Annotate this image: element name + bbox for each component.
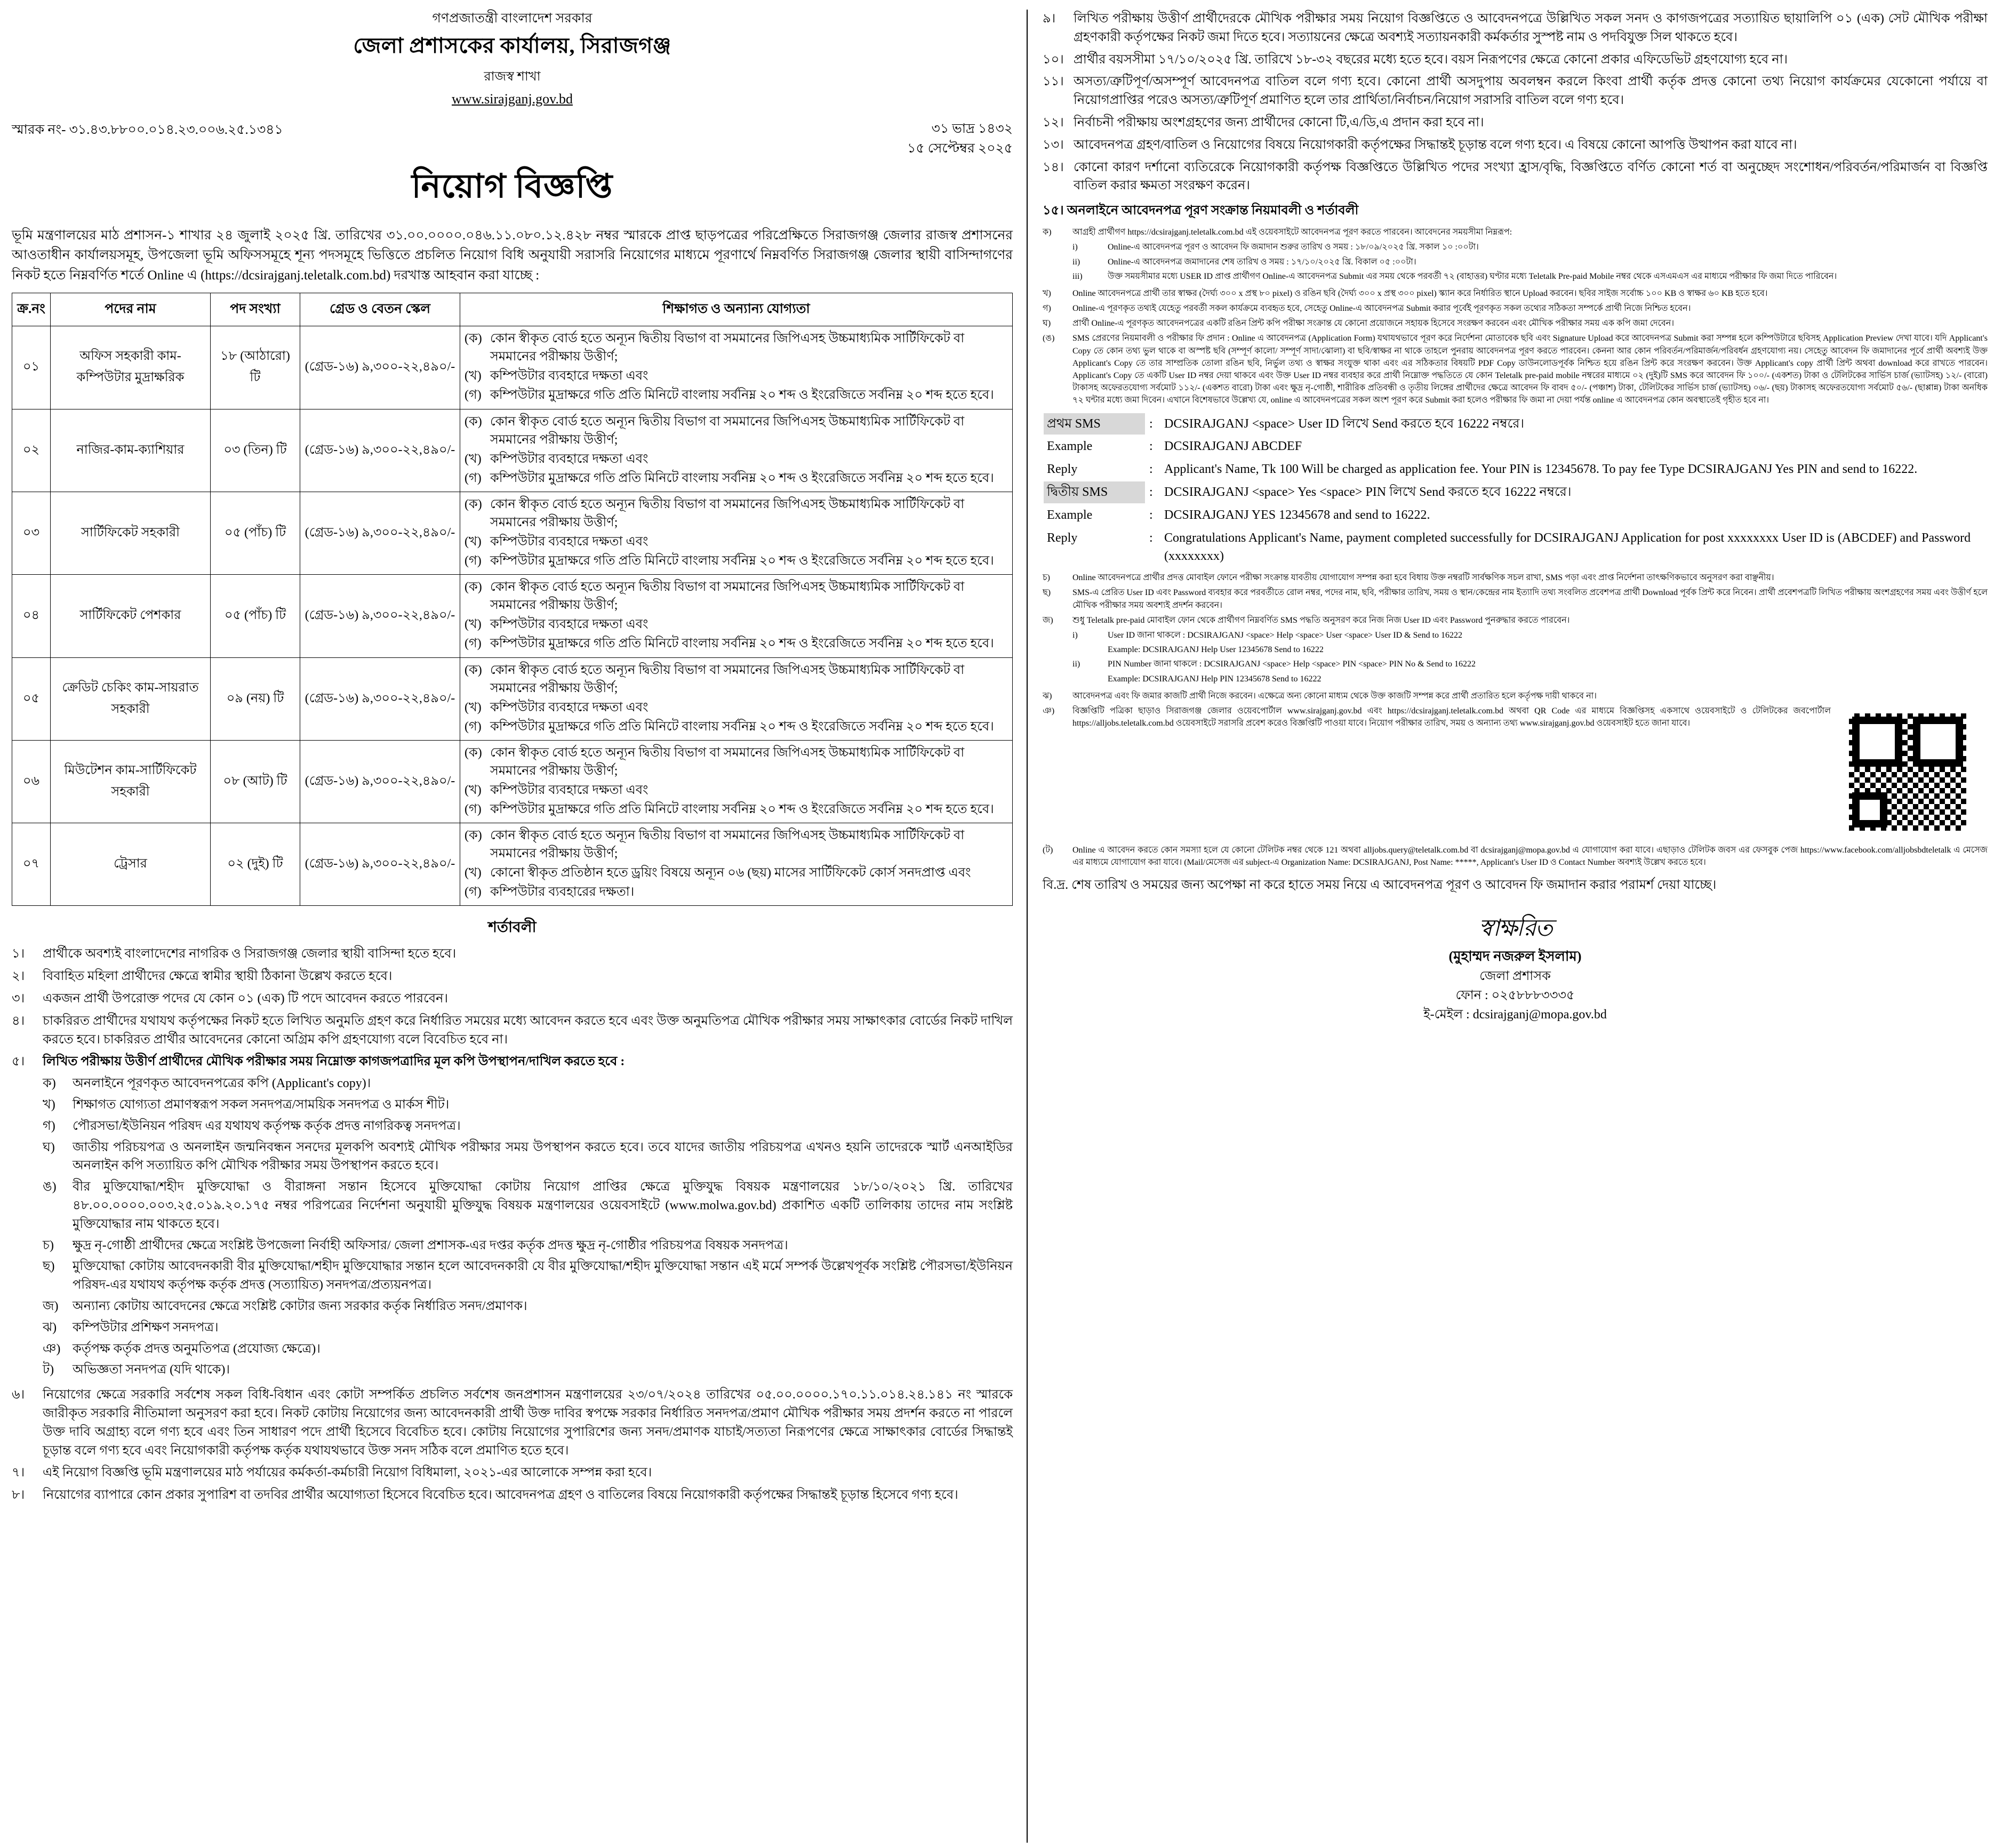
government-line: গণপ্রজাতন্ত্রী বাংলাদেশ সরকার xyxy=(432,11,592,26)
sub-list-item xyxy=(43,1096,1013,1114)
online-rules-heading: ১৫। অনলাইনে আবেদনপত্র পূরণ সংক্রান্ত নিয়মাবলী ও শর্তাবলী xyxy=(1043,204,1359,218)
sub-list-text: ক্ষুদ্র নৃ-গোষ্ঠী প্রার্থীদের ক্ষেত্রে সংশ্লিষ্ট উপজেলা নির্বাহী অফিসার/ জেলা প্রশাসক-এর দপ্তর কর্তৃক প্রদত্ত ক্ষুদ্র নৃ-গোষ্ঠীর পরিচয়পত্র বিষয়ক সনদপত্র। xyxy=(73,1238,788,1252)
condition-item xyxy=(12,1486,1013,1505)
qualification-item xyxy=(465,533,1008,551)
qualification-item xyxy=(465,386,1008,404)
list-text: নিয়োগের ব্যাপারে কোন প্রকার সুপারিশ বা তদবির প্রার্থীর অযোগ্যতা হিসেবে বিবেচিত হবে। আবেদনপত্র গ্রহণ ও বাতিলের বিষয়ে নিয়োগকারী কর্তৃপক্ষের সিদ্ধান্তই চূড়ান্ত হিসেবে গণ্য হবে। xyxy=(43,1488,958,1502)
online-rule-marker: (ঙ) xyxy=(1043,334,1055,343)
conditions-list xyxy=(12,945,1013,1505)
qualification-item xyxy=(465,578,1008,614)
sms-colon: : xyxy=(1149,508,1153,522)
cell-post-name: ট্রেসার xyxy=(51,823,211,906)
qualification-marker: (গ) xyxy=(465,388,482,403)
sms-colon: : xyxy=(1149,485,1153,499)
website-link[interactable]: www.sirajganj.gov.bd xyxy=(452,91,573,107)
list-marker: ৭। xyxy=(12,1466,25,1480)
table-row xyxy=(12,492,1013,574)
qualification-item xyxy=(465,744,1008,780)
qualification-item xyxy=(465,469,1008,487)
sub-list-text: শিক্ষাগত যোগ্যতা প্রমাণস্বরূপ সকল সনদপত্র/সাময়িক সনদপত্র ও মার্কস শীট। xyxy=(73,1098,450,1112)
list-marker: ১১। xyxy=(1043,75,1064,89)
signatory-email: ই-মেইল : dcsirajganj@mopa.gov.bd xyxy=(1423,1008,1607,1022)
online-rule-marker: জ) xyxy=(1043,615,1053,625)
cell-grade-scale: (গ্রেড-১৬) ৯,৩০০-২২,৪৯০/- xyxy=(300,575,460,657)
sub-list-text: অভিজ্ঞতা সনদপত্র (যদি থাকে)। xyxy=(73,1363,230,1377)
table-row xyxy=(12,740,1013,823)
sub-list-text: পৌরসভা/ইউনিয়ন পরিষদ এর যথাযথ কর্তৃপক্ষ কর্তৃক প্রদত্ত নাগরিকত্ব সনদপত্র। xyxy=(73,1119,461,1133)
online-rule-item xyxy=(1043,332,1988,406)
qualification-text: কম্পিউটার ব্যবহারে দক্ষতা এবং xyxy=(490,700,648,714)
online-rule-sub-item xyxy=(1072,673,1569,685)
table-row xyxy=(12,657,1013,740)
th-qualification: শিক্ষাগত ও অন্যান্য যোগ্যতা xyxy=(460,293,1013,326)
sub-list-item xyxy=(43,1361,1013,1379)
sub-list-text: অন্যান্য কোটায় আবেদনের ক্ষেত্রে সংশ্লিষ্ট কোটার জন্য সরকার কর্তৃক নির্ধারিত সনদ/প্রমাণক। xyxy=(73,1299,527,1313)
sms-colon: : xyxy=(1149,462,1153,477)
table-row xyxy=(12,823,1013,906)
qualification-item xyxy=(465,781,1008,799)
sms-row xyxy=(1044,504,1987,526)
cell-post-name: অফিস সহকারী কাম-কম্পিউটার মুদ্রাক্ষরিক xyxy=(51,326,211,409)
qualification-item xyxy=(465,552,1008,570)
sms-row xyxy=(1044,527,1987,568)
qualification-marker: (ক) xyxy=(465,414,482,429)
list-text: বিবাহিত মহিলা প্রার্থীদের ক্ষেত্রে স্বামীর স্থায়ী ঠিকানা উল্লেখ করতে হবে। xyxy=(43,969,393,984)
condition-item xyxy=(12,1464,1013,1482)
sub-list-item xyxy=(43,1138,1013,1176)
sms-label: Reply xyxy=(1047,462,1078,477)
condition-item xyxy=(12,945,1013,963)
qualification-marker: (ক) xyxy=(465,829,482,843)
sms-row xyxy=(1044,436,1987,457)
online-rule-text: Online আবেদনপত্রে প্রার্থীর প্রদত্ত মোবাইল ফোনে পরীক্ষা সংক্রান্ত যাবতীয় যোগাযোগ সম্পন্ন করা হবে বিধায় উক্ত নম্বরটি সার্বক্ষণিক সচল রাখা, SMS পড়া এবং প্রাপ্ত নির্দেশনা তাৎক্ষণিকভাবে অনুসরণ করা বাঞ্ছনীয়। xyxy=(1072,573,1774,583)
online-rule-sub-marker: i) xyxy=(1072,630,1078,640)
list-text: এই নিয়োগ বিজ্ঞপ্তি ভূমি মন্ত্রণালয়ের মাঠ পর্যায়ের কর্মকর্তা-কর্মচারী নিয়োগ বিধিমালা, ২০২১-এর আলোকে সম্পন্ন করা হবে। xyxy=(43,1466,652,1480)
sub-list-marker: ঞ) xyxy=(43,1341,61,1356)
list-marker: ৯। xyxy=(1043,12,1056,26)
sms-instructions-table xyxy=(1043,412,1988,569)
memo-date xyxy=(907,119,1013,159)
online-rule-marker: ঝ) xyxy=(1043,691,1052,701)
list-text: লিখিত পরীক্ষায় উত্তীর্ণ প্রার্থীদের মৌখিক পরীক্ষার সময় নিম্নোক্ত কাগজপত্রাদির মূল কপি উপস্থাপন/দাখিল করতে হবে : ক) অনলাইনে পূরণকৃত আবেদনপত্রের কপি (Applicant's copy)। খ) শিক্ষাগত যোগ্যতা প্রমাণস্বরূপ সকল সনদপত্র/সাময়িক সনদপত্র ও মার্কস শীট। গ) পৌরসভা/ইউনিয়ন পরিষদ এর যথাযথ কর্তৃপক্ষ কর্তৃক প্রদত্ত নাগরিকত্ব সনদপত্র। ঘ) জাতীয় পরিচয়পত্র ও অনলাইন জন্মনিবন্ধন সনদের মূলকপি অবশ্যই মৌখিক পরীক্ষার সময় উপস্থাপন করতে হবে। তবে যাদের জাতীয় পরিচয়পত্র এখনও হয়নি তাদেরকে স্মার্ট এনআইডির অনলাইন কপি সত্যায়িত কপি মৌখিক পরীক্ষার সময় উপস্থাপন করতে হবে। ঙ) বীর মুক্তিযোদ্ধা/শহীদ মুক্তিযোদ্ধা ও বীরাঙ্গনা সন্তান হিসেবে মুক্তিযোদ্ধা কোটায় নিয়োগ প্রাপ্তির ক্ষেত্রে মুক্তিযুদ্ধ বিষয়ক মন্ত্রণালয়ের ১৮/১০/২০২১ খ্রি. তারিখের ৪৮.০০.০০০০.০০৩.২৫.০১৯.২০.১৭৫ নম্বর পরিপত্রের নির্দেশনা অনুযায়ী মুক্তিযুদ্ধ বিষয়ক মন্ত্রণালয়ের ওয়েবসাইটে (www.molwa.gov.bd) প্রকাশিত একটি তালিকায় তাদের নাম সংশ্লিষ্ট মুক্তিযোদ্ধার নাম থাকতে হবে। চ) ক্ষুদ্র নৃ-গোষ্ঠী প্রার্থীদের ক্ষেত্রে সংশ্লিষ্ট উপজেলা নির্বাহী অফিসার/ জেলা প্রশাসক-এর দপ্তর কর্তৃক প্রদত্ত ক্ষুদ্র নৃ-গোষ্ঠীর পরিচয়পত্র বিষয়ক সনদপত্র। ছ) মুক্তিযোদ্ধা কোটায় আবেদনকারী বীর মুক্তিযোদ্ধা/শহীদ মুক্তিযোদ্ধার সন্তান হলে আবেদনকারী যে বীর মুক্তিযোদ্ধা/শহীদ মুক্তিযোদ্ধা সন্তান এই মর্মে সম্পর্ক উল্লেখপূর্বক সংশ্লিষ্ট পৌরসভা/ইউনিয়ন পরিষদ-এর যথাযথ কর্তৃপক্ষ কর্তৃক প্রদত্ত (সত্যায়িত) সনদপত্র/প্রত্যয়নপত্র। জ) অন্যান্য কোটায় আবেদনের ক্ষেত্রে সংশ্লিষ্ট কোটার জন্য সরকার কর্তৃক নির্ধারিত সনদ/প্রমাণক। ঝ) কম্পিউটার প্রশিক্ষণ সনদপত্র। ঞ) কর্তৃপক্ষ কর্তৃক প্রদত্ত অনুমতিপত্র (প্রযোজ্য ক্ষেত্রে)। ট) অভিজ্ঞতা সনদপত্র (যদি থাকে)। xyxy=(43,1052,1013,1382)
cell-post-name: সার্টিফিকেট পেশকার xyxy=(51,575,211,657)
online-rule-marker: চ) xyxy=(1043,573,1050,583)
qualification-text: কোন স্বীকৃত বোর্ড হতে অন্যূন দ্বিতীয় বিভাগ বা সমমানের জিপিএসহ উচ্চমাধ্যমিক সার্টিফিকেট বা সমমানের পরীক্ষায় উত্তীর্ণ; xyxy=(490,414,965,447)
sms-label: Example xyxy=(1047,508,1093,522)
jobs-table xyxy=(12,293,1013,906)
qualification-text: কম্পিউটার মুদ্রাক্ষরে গতি প্রতি মিনিটে বাংলায় সর্বনিম্ন ২০ শব্দ ও ইংরেজিতে সর্বনিম্ন ২০ শব্দ হতে হবে। xyxy=(490,471,994,485)
qualification-item xyxy=(465,698,1008,717)
table-row xyxy=(12,409,1013,492)
sms-value: Congratulations Applicant's Name, payment completed successfully for DCSIRAJGANJ Application for post xxxxxxxx User ID is (ABCDEF) and Password (xxxxxxxx) xyxy=(1164,531,1971,564)
sub-list-marker: ঝ) xyxy=(43,1320,57,1335)
date-english: ১৫ সেপ্টেম্বর ২০২৫ xyxy=(907,141,1013,156)
condition-item xyxy=(12,990,1013,1008)
online-rule-text: আবেদনপত্র এবং ফি জমার কাজটি প্রার্থী নিজে করবেন। এক্ষেত্রে অন্য কোনো মাধ্যম থেকে উক্ত কাজটি সম্পন্ন করে প্রার্থী প্রতারিত হলে কর্তৃপক্ষ দায়ী থাকবে না। xyxy=(1072,691,1597,701)
list-text: নিয়োগের ক্ষেত্রে সরকারি সর্বশেষ সকল বিধি-বিধান এবং কোটা সম্পর্কিত প্রচলিত সর্বশেষ জনপ্রশাসন মন্ত্রণালয়ের ২৩/০৭/২০২৪ তারিখের ০৫.০০.০০০০.১৭০.১১.০১৪.২৪.১৪১ নং স্মারকে জারীকৃত সরকারি নীতিমালা অনুসরণ করা হবে। নিকট কোটায় নিয়োগের জন্য আবেদনকারী প্রার্থী উক্ত দাবির স্বপক্ষে সরকার নির্ধারিত সনদপত্র/প্রমাণ মৌখিক পরীক্ষার সময় প্রদর্শন করতে না পারলে উক্ত দাবি অগ্রাহ্য বলে গণ্য হবে এবং তিন সাধারণ পদে প্রার্থী হিসেবে বিবেচিত হবে। কোটায় নিয়োগের সুপারিশের জন্য সনদ/প্রমাণক যাচাই/সত্যতা নিরূপণের ক্ষেত্রে সাক্ষাৎকার বোর্ডের সিদ্ধান্তই চূড়ান্ত বলে গণ্য হবে এবং নিয়োগকারী কর্তৃপক্ষ কর্তৃক যথাযথভাবে উক্ত সনদ সঠিক বলে প্রমাণিত হতে হবে। xyxy=(43,1388,1013,1458)
signatory-designation: জেলা প্রশাসক xyxy=(1479,969,1551,984)
signature-mark: স্বাক্ষরিত xyxy=(1478,915,1552,942)
online-rule-sub-text: উক্ত সময়সীমার মধ্যে USER ID প্রাপ্ত প্রার্থীগণ Online-এ আবেদনপত্র Submit এর সময় থেকে পরবর্তী ৭২ (বাহাত্তর) ঘণ্টার মধ্যে Teletalk Pre-paid Mobile নম্বর থেকে এসএমএস এর মাধ্যমে পরীক্ষার ফি জমা দিতে পারিবেন। xyxy=(1108,271,1837,281)
qualification-item xyxy=(465,615,1008,633)
online-rule-marker: (ট) xyxy=(1043,845,1053,855)
online-rule-sub-marker: ii) xyxy=(1072,660,1080,669)
qualification-text: কম্পিউটার মুদ্রাক্ষরে গতি প্রতি মিনিটে বাংলায় সর্বনিম্ন ২০ শব্দ ও ইংরেজিতে সর্বনিম্ন ২০ শব্দ হতে হবে। xyxy=(490,388,994,403)
qualification-text: কম্পিউটার মুদ্রাক্ষরে গতি প্রতি মিনিটে বাংলায় সর্বনিম্ন ২০ শব্দ ও ইংরেজিতে সর্বনিম্ন ২০ শব্দ হতে হবে। xyxy=(490,554,994,568)
sub-list xyxy=(43,1074,1013,1379)
signatory-phone: ফোন : ০২৫৮৮৮৩৩৩৫ xyxy=(1455,989,1575,1003)
table-row xyxy=(12,575,1013,657)
online-rule-text: আগ্রহী প্রার্থীগণ https://dcsirajganj.teletalk.com.bd এই ওয়েবসাইটে আবেদনপত্র পূরণ করতে পারবেন। আবেদনের সময়সীমা নিম্নরূপ: i) Online-এ আবেদনপত্র পূরণ ও আবেদন ফি জমাদান শুরুর তারিখ ও সময় : ১৮/০৯/২০২৫ খ্রি. সকাল ১০ :০০টা। ii) Online-এ আবেদনপত্র জমাদানের শেষ তারিখ ও সময় : ১৭/১০/২০২৫ খ্রি. বিকাল ০৫ :০০টা। iii) উক্ত সময়সীমার মধ্যে USER ID প্রাপ্ত প্রার্থীগণ Online-এ আবেদনপত্র Submit এর সময় থেকে পরবর্তী ৭২ (বাহাত্তর) ঘণ্টার মধ্যে Teletalk Pre-paid Mobile নম্বর থেকে এসএমএস এর মাধ্যমে পরীক্ষার ফি জমা দিতে পারিবেন। xyxy=(1072,226,1837,285)
online-rule-sub-item xyxy=(1072,658,1569,670)
cell-post-name: মিউটেশন কাম-সার্টিফিকেট সহকারী xyxy=(51,740,211,823)
sms-value: DCSIRAJGANJ YES 12345678 and send to 16222. xyxy=(1164,508,1430,522)
condition-item xyxy=(12,1386,1013,1460)
online-rule-marker: খ) xyxy=(1043,288,1051,298)
cell-qualification xyxy=(460,409,1013,492)
qualification-item xyxy=(465,367,1008,385)
cell-qualification xyxy=(460,492,1013,574)
sub-list-text: বীর মুক্তিযোদ্ধা/শহীদ মুক্তিযোদ্ধা ও বীরাঙ্গনা সন্তান হিসেবে মুক্তিযোদ্ধা কোটায় নিয়োগ প্রাপ্তির ক্ষেত্রে মুক্তিযুদ্ধ বিষয়ক মন্ত্রণালয়ের ১৮/১০/২০২১ খ্রি. তারিখের ৪৮.০০.০০০০.০০৩.২৫.০১৯.২০.১৭৫ নম্বর পরিপত্রের নির্দেশনা অনুযায়ী মুক্তিযুদ্ধ বিষয়ক মন্ত্রণালয়ের ওয়েবসাইটে (www.molwa.gov.bd) প্রকাশিত একটি তালিকায় তাদের নাম সংশ্লিষ্ট মুক্তিযোদ্ধার নাম থাকতে হবে। xyxy=(73,1180,1013,1231)
sub-list-marker: জ) xyxy=(43,1299,59,1313)
list-text: কোনো কারণ দর্শানো ব্যতিরেকে নিয়োগকারী কর্তৃপক্ষ বিজ্ঞপ্তিতে উল্লিখিত পদের সংখ্যা হ্রাস/বৃদ্ধি, বিজ্ঞপ্তিতে বর্ণিত কোনো শর্ত বা অনুচ্ছেদ সংশোধন/পরিবর্তন/পরিমার্জন বা বিজ্ঞপ্তি বাতিল করার ক্ষমতা সংরক্ষণ করেন। xyxy=(1074,160,1988,193)
online-rule-text: Online এ আবেদন করতে কোন সমস্যা হলে যে কোনো টেলিটক নম্বর থেকে 121 অথবা alljobs.query@teletalk.com.bd বা dcsirajganj@mopa.gov.bd এ যোগাযোগ করা যাবে। এছাড়াও টেলিটক জবস এর ফেসবুক পেজ https://www.facebook.com/alljobsbdteletalk এ মেসেজ এর মাধ্যমে যোগাযোগ করা যাবে। (Mail/মেসেজ এর subject-এ Organization Name: DCSIRAJGANJ, Post Name: *****, Applicant's User ID ও Contact Number অবশ্যই উল্লেখ করতে হবে। xyxy=(1072,845,1988,867)
sub-list-marker: ছ) xyxy=(43,1259,55,1274)
right-condition-item xyxy=(1043,51,1988,69)
sub-list-text: অনলাইনে পূরণকৃত আবেদনপত্রের কপি (Applicant's copy)। xyxy=(73,1076,371,1091)
cell-post-count: ১৮ (আঠারো) টি xyxy=(211,326,300,409)
online-rule-sub-text: Example: DCSIRAJGANJ Help PIN 12345678 Send to 16222 xyxy=(1108,674,1322,684)
qualification-marker: (ক) xyxy=(465,663,482,677)
qualification-marker: (গ) xyxy=(465,719,482,734)
qualification-text: কোন স্বীকৃত বোর্ড হতে অন্যূন দ্বিতীয় বিভাগ বা সমমানের জিপিএসহ উচ্চমাধ্যমিক সার্টিফিকেট বা সমমানের পরীক্ষায় উত্তীর্ণ; xyxy=(490,580,965,613)
qualification-marker: (ক) xyxy=(465,745,482,760)
online-rule-sub-marker: iii) xyxy=(1072,271,1083,281)
sub-list-marker: খ) xyxy=(43,1098,55,1112)
qualification-marker: (খ) xyxy=(465,369,482,383)
qualification-text: কোন স্বীকৃত বোর্ড হতে অন্যূন দ্বিতীয় বিভাগ বা সমমানের জিপিএসহ উচ্চমাধ্যমিক সার্টিফিকেট বা সমমানের পরীক্ষায় উত্তীর্ণ; xyxy=(490,497,965,529)
final-note: বি.দ্র. শেষ তারিখ ও সময়ের জন্য অপেক্ষা না করে হাতে সময় নিয়ে এ আবেদনপত্র পূরণ ও আবেদন ফি জমাদান করার পরামর্শ দেয়া যাচ্ছে। xyxy=(1043,878,1717,893)
th-serial: ক্র.নং xyxy=(12,293,51,326)
right-condition-item xyxy=(1043,73,1988,110)
condition-item xyxy=(12,1052,1013,1382)
qualification-text: কম্পিউটার ব্যবহারের দক্ষতা। xyxy=(490,885,635,899)
cell-qualification xyxy=(460,657,1013,740)
list-marker: ১০। xyxy=(1043,52,1064,67)
qualification-text: কোন স্বীকৃত বোর্ড হতে অন্যূন দ্বিতীয় বিভাগ বা সমমানের জিপিএসহ উচ্চমাধ্যমিক সার্টিফিকেট বা সমমানের পরীক্ষায় উত্তীর্ণ; xyxy=(490,829,965,861)
condition-item xyxy=(12,967,1013,986)
memo-number: স্মারক নং- ৩১.৪৩.৮৮০০.০১৪.২৩.০০৬.২৫.১৩৪১ xyxy=(12,122,283,137)
sms-label: Reply xyxy=(1047,531,1078,545)
qualification-marker: (গ) xyxy=(465,554,482,568)
qualification-marker: (গ) xyxy=(465,885,482,899)
cell-qualification xyxy=(460,740,1013,823)
qualification-item xyxy=(465,864,1008,882)
right-condition-item xyxy=(1043,158,1988,196)
cell-post-count: ০৮ (আট) টি xyxy=(211,740,300,823)
online-rules-list-continued xyxy=(1043,572,1988,869)
sub-list-marker: ঙ) xyxy=(43,1180,57,1194)
sms-row xyxy=(1044,459,1987,480)
cell-serial: ০৪ xyxy=(12,575,51,657)
sms-value: Applicant's Name, Tk 100 Will be charged as application fee. Your PIN is 12345678. To pay fee Type DCSIRAJGANJ Yes PIN and send to 16222. xyxy=(1164,462,1918,477)
th-count: পদ সংখ্যা xyxy=(211,293,300,326)
right-column xyxy=(1028,10,1988,1843)
sms-label: Example xyxy=(1047,439,1093,454)
list-marker: ৫। xyxy=(12,1055,25,1069)
sms-colon: : xyxy=(1149,416,1153,431)
cell-post-count: ০৫ (পাঁচ) টি xyxy=(211,575,300,657)
qualification-text: কম্পিউটার ব্যবহারে দক্ষতা এবং xyxy=(490,452,648,466)
qualification-item xyxy=(465,718,1008,736)
online-rule-text: বিজ্ঞপ্তিটি পত্রিকা ছাড়াও সিরাজগঞ্জ জেলার ওয়েবপোর্টাল www.sirajganj.gov.bd এবং https://dcsirajganj.teletalk.com.bd অথবা QR Code এর মাধ্যমে বিজ্ঞপ্তিসহ একসাথে ওয়েবসাইটে ও টেলিটকের জবপোর্টাল https://alljobs.teletalk.com.bd ওয়েবসাইটে সরাসরি প্রবেশ করেও বিজ্ঞপ্তিটি পাওয়া যাবে। নিয়োগ পরীক্ষার তারিখ, সময় ও অন্যান্য তথ্য www.sirajganj.gov.bd ওয়েবসাইট হতে জানা যাবে। xyxy=(1072,705,1988,841)
table-row xyxy=(12,326,1013,409)
right-condition-item xyxy=(1043,114,1988,132)
qualification-marker: (গ) xyxy=(465,637,482,651)
online-rule-sub-list xyxy=(1072,241,1837,283)
qualification-marker: (খ) xyxy=(465,866,482,880)
qualification-marker: (গ) xyxy=(465,471,482,485)
online-rule-sub-marker: i) xyxy=(1072,243,1078,252)
cell-serial: ০১ xyxy=(12,326,51,409)
list-text: একজন প্রার্থী উপরোক্ত পদের যে কোন ০১ (এক) টি পদে আবেদন করতে পারবেন। xyxy=(43,992,448,1006)
cell-qualification xyxy=(460,823,1013,906)
qualification-marker: (ক) xyxy=(465,332,482,346)
memo-row xyxy=(12,119,1013,159)
list-marker: ৪। xyxy=(12,1014,25,1028)
sub-list-item xyxy=(43,1117,1013,1136)
list-text: লিখিত পরীক্ষায় উত্তীর্ণ প্রার্থীদেরকে মৌখিক পরীক্ষার সময় নিয়োগ বিজ্ঞপ্তিতে ও আবেদনপত্রে উল্লিখিত সকল সনদ ও কাগজপত্রের সত্যায়িত ছায়ালিপি ০১ (এক) সেট মৌখিক পরীক্ষা গ্রহণকারী কর্তৃপক্ষের নিকট জমা দিতে হবে। সত্যায়নের ক্ষেত্রে অবশ্যই সত্যায়নকারী কর্মকর্তার সুস্পষ্ট নাম ও পদবিযুক্ত সিল থাকতে হবে। xyxy=(1074,12,1988,44)
qualification-text: কম্পিউটার মুদ্রাক্ষরে গতি প্রতি মিনিটে বাংলায় সর্বনিম্ন ২০ শব্দ ও ইংরেজিতে সর্বনিম্ন ২০ শব্দ হতে হবে। xyxy=(490,802,994,817)
qualification-marker: (খ) xyxy=(465,452,482,466)
list-marker: ১৪। xyxy=(1043,160,1064,174)
online-rule-sub-text: User ID জানা থাকলে : DCSIRAJGANJ <space> Help <space> User <space> User ID & Send to 16222 xyxy=(1108,630,1463,640)
sms-value: DCSIRAJGANJ <space> Yes <space> PIN লিখে Send করতে হবে 16222 নম্বরে। xyxy=(1164,485,1572,499)
qualification-marker: (খ) xyxy=(465,783,482,797)
cell-serial: ০২ xyxy=(12,409,51,492)
sub-list-marker: চ) xyxy=(43,1238,54,1252)
signatory-name: (মুহাম্মদ নজরুল ইসলাম) xyxy=(1448,949,1582,965)
cell-grade-scale: (গ্রেড-১৬) ৯,৩০০-২২,৪৯০/- xyxy=(300,740,460,823)
qualification-item xyxy=(465,634,1008,653)
sub-list-item xyxy=(43,1319,1013,1337)
sub-list-item xyxy=(43,1340,1013,1359)
online-rule-item xyxy=(1043,317,1988,330)
sub-list-item xyxy=(43,1297,1013,1316)
cell-grade-scale: (গ্রেড-১৬) ৯,৩০০-২২,৪৯০/- xyxy=(300,657,460,740)
cell-post-count: ০২ (দুই) টি xyxy=(211,823,300,906)
right-condition-item xyxy=(1043,10,1988,47)
online-rule-text: SMS প্রেরণের নিয়মাবলী ও পরীক্ষার ফি প্রদান : Online এ আবেদনপত্র (Application Form) যথাযথভাবে পূরণ করে নির্দেশনা মোতাবেক ছবি এবং Signature Upload করে আবেদনপত্র Submit করা সম্পন্ন হলে কম্পিউটারে ছবিসহ Application Preview দেখা যাবে। যদি Applicant's Copy তে কোন তথ্য ভুল থাকে বা অস্পষ্ট ছবি (সম্পূর্ণ কালো/ সম্পূর্ণ সাদা/ঝোলা) বা ছবি/স্বাক্ষর না থাকে তাহলে পুনরায় আবেদনপত্র পূরণ করতে পারবেন। কেননা আর কোন পরিবর্তন/পরিমার্জন/পরিবর্ধন গ্রহণযোগ্য নয়। সেহেতু আবেদন ফি জমাদানের পূর্বে প্রার্থী অবশ্যই উক্ত Applicant's Copy তে তার সাম্প্রতিক তোলা রঙিন ছবি, নির্ভুল তথ্য ও স্বাক্ষর সংযুক্ত থাকা এবং এর সঠিকতার বিষয়টি PDF Copy ডাউনলোডপূর্বক নিশ্চিত হয়ে রঙিন প্রিন্ট করে সংরক্ষণ করবেন। উক্ত Applicant's copy প্রার্থী প্রিন্ট অথবা download করে রাখতে পারবেন। Applicant's Copy তে একটি User ID নম্বর দেয়া থাকবে এবং উক্ত User ID নম্বর ব্যবহার করে প্রার্থী নিম্নোক্ত পদ্ধতিতে যে কোন Teletalk pre-paid mobile নম্বরের মাধ্যমে ০২ (দুই)টি SMS করে আবেদন ফি ১০০/- (একশত) টাকা ও টেলিটকের সার্ভিস চার্জ (ভ্যাটসহ) ১২/- (বারো) টাকাসহ অফেরতযোগ্য সর্বমোট ১১২/- (একশত বারো) টাকা এবং ক্ষুদ্র নৃ-গোষ্ঠী, শারীরিক প্রতিবন্ধী ও তৃতীয় লিঙ্গের প্রার্থীদের ক্ষেত্রে আবেদন ফি বাবদ ৫০/- (পঞ্চাশ) টাকা, টেলিটকের সার্ভিস চার্জ (ভ্যাটসহ) ০৬/- (ছয়) টাকাসহ অফেরতযোগ্য সর্বমোট ৫৬/- (ছাপ্পান্ন) টাকা অনধিক ৭২ ঘন্টার মধ্যে জমা দিবেন। এখানে বিশেষভাবে উল্লেখ্য যে, online এ আবেদনপত্রের সকল অংশ পূরণ করে Submit করা হলেও পরীক্ষার ফি জমা না দেয়া পর্যন্ত online এ আবেদনপত্র কোন অবস্থাতেই গৃহীত হবে না। xyxy=(1072,334,1988,405)
cell-qualification xyxy=(460,575,1013,657)
sub-list-marker: গ) xyxy=(43,1119,55,1133)
table-header-row xyxy=(12,293,1013,326)
qualification-marker: (গ) xyxy=(465,802,482,817)
left-column xyxy=(12,10,1028,1843)
date-bangla: ৩১ ভাদ্র ১৪৩২ xyxy=(931,121,1013,136)
sms-value: DCSIRAJGANJ ABCDEF xyxy=(1164,439,1302,454)
online-rule-sub-item xyxy=(1072,256,1837,268)
list-text: প্রার্থীর বয়সসীমা ১৭/১০/২০২৫ খ্রি. তারিখে ১৮-৩২ বছরের মধ্যে হতে হবে। বয়স নিরূপণের ক্ষেত্রে কোনো প্রকার এফিডেভিট গ্রহণযোগ্য হবে না। xyxy=(1074,52,1788,67)
qualification-item xyxy=(465,330,1008,366)
list-text: আবেদনপত্র গ্রহণ/বাতিল ও নিয়োগের বিষয়ে নিয়োগকারী কর্তৃপক্ষের সিদ্ধান্তই চূড়ান্ত বলে গণ্য হবে। এ বিষয়ে কোনো আপত্তি উত্থাপন করা যাবে না। xyxy=(1074,138,1797,152)
qualification-text: কোন স্বীকৃত বোর্ড হতে অন্যূন দ্বিতীয় বিভাগ বা সমমানের জিপিএসহ উচ্চমাধ্যমিক সার্টিফিকেট বা সমমানের পরীক্ষায় উত্তীর্ণ; xyxy=(490,745,965,778)
cell-post-name: সার্টিফিকেট সহকারী xyxy=(51,492,211,574)
list-marker: ৮। xyxy=(12,1488,25,1502)
online-rule-sub-marker xyxy=(1072,673,1102,685)
condition-item xyxy=(12,1012,1013,1049)
online-rule-sub-item xyxy=(1072,270,1837,283)
sub-list-marker: ক) xyxy=(43,1076,56,1091)
cell-post-count: ০৩ (তিন) টি xyxy=(211,409,300,492)
online-rule-text: SMS-এ প্রেরিত User ID এবং Password ব্যবহার করে পরবর্তীতে রোল নম্বর, পদের নাম, ছবি, পরীক্ষার তারিখ, সময় ও স্থান/কেন্দ্রের নাম ইত্যাদি তথ্য সংবলিত প্রবেশপত্র প্রার্থী Download পূর্বক প্রিন্ট করে নিবেন। প্রার্থী প্রবেশপত্রটি লিখিত পরীক্ষায় অংশগ্রহণের সময় এবং উত্তীর্ণ হলে মৌখিক পরীক্ষার সময় অবশ্যই প্রদর্শন করবেন। xyxy=(1072,588,1988,610)
online-rule-sub-marker xyxy=(1072,644,1102,656)
sms-colon: : xyxy=(1149,531,1153,545)
list-text: অসত্য/ত্রুটিপূর্ণ/অসম্পূর্ণ আবেদনপত্র বাতিল বলে গণ্য হবে। কোনো প্রার্থী অসদুপায় অবলম্বন করলে কিংবা প্রার্থী কর্তৃক প্রদত্ত কোনো তথ্য নিয়োগ কার্যক্রমের যেকোনো পর্যায়ে বা নিয়োগপ্রাপ্তির পরেও অসত্য/ত্রুটিপূর্ণ প্রমাণিত হলে তার প্রার্থিতা/নির্বাচন/নিয়োগ সরাসরি বাতিল বলে গণ্য হবে। xyxy=(1074,75,1988,108)
qualification-text: কম্পিউটার মুদ্রাক্ষরে গতি প্রতি মিনিটে বাংলায় সর্বনিম্ন ২০ শব্দ ও ইংরেজিতে সর্বনিম্ন ২০ শব্দ হতে হবে। xyxy=(490,719,994,734)
qualification-text: কম্পিউটার ব্যবহারে দক্ষতা এবং xyxy=(490,535,648,549)
online-rule-sub-list xyxy=(1072,629,1569,685)
online-rule-text: শুধু Teletalk pre-paid মোবাইল ফোন থেকে প্রার্থীগণ নিম্নবর্ণিত SMS পদ্ধতি অনুসরণ করে নিজ নিজ User ID এবং Password পুনরুদ্ধার করতে পারবেন। i) User ID জানা থাকলে : DCSIRAJGANJ <space> Help <space> User <space> User ID & Send to 16222 Example: DCSIRAJGANJ Help User 12345678 Send to 16222 ii) PIN Number জানা থাকলে : DCSIRAJGANJ <space> Help <space> PIN <space> PIN No & Send to 16222 Example: DCSIRAJGANJ Help PIN 12345678 Send to 16222 xyxy=(1072,614,1569,687)
online-rule-text: প্রার্থী Online-এ পূরণকৃত আবেদনপত্রের একটি রঙিন প্রিন্ট কপি পরীক্ষা সংক্রান্ত যে কোনো প্রয়োজনে সহায়ক হিসেবে সংরক্ষণ করবেন এবং মৌখিক পরীক্ষার সময় এক কপি জমা দেবেন। xyxy=(1072,319,1675,328)
online-rules-list xyxy=(1043,226,1988,406)
qualification-text: কম্পিউটার ব্যবহারে দক্ষতা এবং xyxy=(490,783,648,797)
office-title: জেলা প্রশাসকের কার্যালয়, সিরাজগঞ্জ xyxy=(353,33,671,58)
th-post: পদের নাম xyxy=(51,293,211,326)
sms-row xyxy=(1044,481,1987,503)
qualification-text: কোন স্বীকৃত বোর্ড হতে অন্যূন দ্বিতীয় বিভাগ বা সমমানের জিপিএসহ উচ্চমাধ্যমিক সার্টিফিকেট বা সমমানের পরীক্ষায় উত্তীর্ণ; xyxy=(490,332,965,364)
list-marker: ১২। xyxy=(1043,115,1064,130)
qualification-item xyxy=(465,413,1008,449)
qualification-marker: (ক) xyxy=(465,580,482,594)
qualification-text: কোন স্বীকৃত বোর্ড হতে অন্যূন দ্বিতীয় বিভাগ বা সমমানের জিপিএসহ উচ্চমাধ্যমিক সার্টিফিকেট বা সমমানের পরীক্ষায় উত্তীর্ণ; xyxy=(490,663,965,695)
online-rule-item xyxy=(1043,226,1988,285)
list-marker: ২। xyxy=(12,969,25,984)
online-rule-sub-item xyxy=(1072,644,1569,656)
online-rule-marker: গ) xyxy=(1043,304,1051,314)
list-text: নির্বাচনী পরীক্ষায় অংশগ্রহণের জন্য প্রার্থীদের কোনো টি,এ/ডি,এ প্রদান করা হবে না। xyxy=(1074,115,1484,130)
qualification-text: কোনো স্বীকৃত প্রতিষ্ঠান হতে ড্রয়িং বিষয়ে অন্যূন ০৬ (ছয়) মাসের সার্টিফিকেট কোর্স সনদপ্রাপ্ত এবং xyxy=(490,866,971,880)
cell-post-count: ০৯ (নয়) টি xyxy=(211,657,300,740)
qualification-marker: (ক) xyxy=(465,497,482,511)
online-rule-marker: ঞ) xyxy=(1043,706,1055,716)
signature-block xyxy=(1043,911,1988,1024)
online-rule-marker: ছ) xyxy=(1043,588,1051,598)
online-rule-text: Online-এ পূরণকৃত তথ্যই যেহেতু পরবর্তী সকল কার্যক্রমে ব্যবহৃত হবে, সেহেতু Online-এ আবেদনপত্র Submit করার পূর্বেই পূরণকৃত সকল তথ্যের সঠিকতা সম্পর্কে প্রার্থী নিজে নিশ্চিত হবেন। xyxy=(1072,304,1691,314)
sub-list-item xyxy=(43,1257,1013,1295)
branch-name: রাজস্ব শাখা xyxy=(484,69,541,84)
qualification-item xyxy=(465,495,1008,532)
right-condition-item xyxy=(1043,136,1988,155)
sub-list-item xyxy=(43,1236,1013,1255)
cell-grade-scale: (গ্রেড-১৬) ৯,৩০০-২২,৪৯০/- xyxy=(300,326,460,409)
sms-label: প্রথম SMS xyxy=(1044,413,1145,435)
sub-list-item xyxy=(43,1178,1013,1233)
online-rule-sub-text: PIN Number জানা থাকলে : DCSIRAJGANJ <space> Help <space> PIN <space> PIN No & Send to 16222 xyxy=(1108,660,1476,669)
right-conditions-list xyxy=(1043,10,1988,195)
list-marker: ৬। xyxy=(12,1388,25,1402)
list-text: চাকরিরত প্রার্থীদের যথাযথ কর্তৃপক্ষের নিকট হতে লিখিত অনুমতি গ্রহণ করে নির্ধারিত সময়ের মধ্যে আবেদন করতে হবে এবং উক্ত অনুমতিপত্র মৌখিক পরীক্ষার সময় সাক্ষাৎকার বোর্ডের নিকট দাখিল করতে হবে। চাকরিরত প্রার্থীর আবেদনের কোনো অগ্রিম কপি গ্রহণযোগ্য বলে বিবেচিত হবে না। xyxy=(43,1014,1013,1047)
sub-list-text: জাতীয় পরিচয়পত্র ও অনলাইন জন্মনিবন্ধন সনদের মূলকপি অবশ্যই মৌখিক পরীক্ষার সময় উপস্থাপন করতে হবে। তবে যাদের জাতীয় পরিচয়পত্র এখনও হয়নি তাদেরকে স্মার্ট এনআইডির অনলাইন কপি সত্যায়িত কপি মৌখিক পরীক্ষার সময় উপস্থাপন করতে হবে। xyxy=(73,1140,1013,1173)
online-rule-marker: ঘ) xyxy=(1043,319,1051,328)
sms-colon: : xyxy=(1149,439,1153,454)
cell-grade-scale: (গ্রেড-১৬) ৯,৩০০-২২,৪৯০/- xyxy=(300,492,460,574)
online-rule-item xyxy=(1043,287,1988,300)
sms-value: DCSIRAJGANJ <space> User ID লিখে Send করতে হবে 16222 নম্বরে। xyxy=(1164,416,1525,431)
cell-serial: ০৫ xyxy=(12,657,51,740)
online-rule-item xyxy=(1043,586,1988,611)
online-rule-sub-item xyxy=(1072,241,1837,253)
online-rule-marker: ক) xyxy=(1043,228,1052,237)
list-marker: ৩। xyxy=(12,992,25,1006)
th-grade: গ্রেড ও বেতন স্কেল xyxy=(300,293,460,326)
qualification-item xyxy=(465,450,1008,468)
qualification-text: কম্পিউটার ব্যবহারে দক্ষতা এবং xyxy=(490,617,648,632)
list-marker: ১। xyxy=(12,947,25,961)
cell-serial: ০৭ xyxy=(12,823,51,906)
online-rule-sub-marker: ii) xyxy=(1072,257,1080,267)
sms-label: দ্বিতীয় SMS xyxy=(1044,481,1145,503)
sub-list-text: কর্তৃপক্ষ কর্তৃক প্রদত্ত অনুমতিপত্র (প্রযোজ্য ক্ষেত্রে)। xyxy=(73,1341,321,1356)
list-marker: ১৩। xyxy=(1043,138,1064,152)
online-rule-text: Online আবেদনপত্রে প্রার্থী তার স্বাক্ষর (দৈর্ঘ্য ৩০০ x প্রস্থ ৮০ pixel) ও রঙিন ছবি (দৈর্ঘ্য ৩০০ x প্রস্থ ৩০০ pixel) স্ক্যান করে নির্ধারিত স্থানে Upload করবেন। ছবির সাইজ সর্বোচ্চ ১০০ KB ও স্বাক্ষর ৬০ KB হতে হবে। xyxy=(1072,288,1768,298)
qualification-item xyxy=(465,826,1008,863)
cell-serial: ০৬ xyxy=(12,740,51,823)
intro-paragraph: ভূমি মন্ত্রণালয়ের মাঠ প্রশাসন-১ শাখার ২৪ জুলাই ২০২৫ খ্রি. তারিখের ৩১.০০.০০০০.০৪৬.১১.০৮০.১২.৪২৮ নম্বর স্মারকে প্রাপ্ত ছাড়পত্রের পরিপ্রেক্ষিতে সিরাজগঞ্জ জেলার রাজস্ব প্রশাসনের আওতাধীন কার্যালয়সমূহ, উপজেলা ভূমি অফিসসমূহে শূন্য পদসমূহে ভিত্তিতে প্রচলিত নিয়োগ বিধি অনুযায়ী সরাসরি নিয়োগের মাধ্যমে পূরণার্থে নিম্নবর্ণিত সিরাজগঞ্জ জেলার স্থায়ী বাসিন্দাগণের নিকট হতে নিম্নবর্ণিত শর্তে Online এ (https://dcsirajganj.teletalk.com.bd) দরখাস্ত আহবান করা যাচ্ছে : xyxy=(12,228,1013,283)
qualification-marker: (খ) xyxy=(465,617,482,632)
page-title: নিয়োগ বিজ্ঞপ্তি xyxy=(411,168,613,205)
list-text: প্রার্থীকে অবশ্যই বাংলাদেশের নাগরিক ও সিরাজগঞ্জ জেলার স্থায়ী বাসিন্দা হতে হবে। xyxy=(43,947,457,961)
qualification-text: কম্পিউটার মুদ্রাক্ষরে গতি প্রতি মিনিটে বাংলায় সর্বনিম্ন ২০ শব্দ ও ইংরেজিতে সর্বনিম্ন ২০ শব্দ হতে হবে। xyxy=(490,637,994,651)
online-rule-item xyxy=(1043,705,1988,841)
cell-grade-scale: (গ্রেড-১৬) ৯,৩০০-২২,৪৯০/- xyxy=(300,823,460,906)
online-rule-item xyxy=(1043,614,1988,687)
online-rule-item xyxy=(1043,844,1988,869)
qualification-item xyxy=(465,661,1008,697)
online-rule-item xyxy=(1043,690,1988,702)
cell-post-count: ০৫ (পাঁচ) টি xyxy=(211,492,300,574)
sub-list-item xyxy=(43,1074,1013,1093)
online-rule-sub-text: Online-এ আবেদনপত্র পূরণ ও আবেদন ফি জমাদান শুরুর তারিখ ও সময় : ১৮/০৯/২০২৫ খ্রি. সকাল ১০ :০০টা। xyxy=(1108,243,1479,252)
cell-post-name: নাজির-কাম-ক্যাশিয়ার xyxy=(51,409,211,492)
cell-post-name: ক্রেডিট চেকিং কাম-সায়রাত সহকারী xyxy=(51,657,211,740)
online-rule-sub-item xyxy=(1072,629,1569,641)
qualification-marker: (খ) xyxy=(465,535,482,549)
sms-row xyxy=(1044,413,1987,435)
online-rule-sub-text: Example: DCSIRAJGANJ Help User 12345678 Send to 16222 xyxy=(1108,645,1324,655)
qualification-text: কম্পিউটার ব্যবহারে দক্ষতা এবং xyxy=(490,369,648,383)
qualification-item xyxy=(465,883,1008,901)
online-rule-item xyxy=(1043,572,1988,584)
online-rule-sub-text: Online-এ আবেদনপত্র জমাদানের শেষ তারিখ ও সময় : ১৭/১০/২০২৫ খ্রি. বিকাল ০৫ :০০টা। xyxy=(1108,257,1416,267)
sub-list-text: কম্পিউটার প্রশিক্ষণ সনদপত্র। xyxy=(73,1320,219,1335)
qr-code[interactable] xyxy=(1844,708,1972,836)
sub-list-text: মুক্তিযোদ্ধা কোটায় আবেদনকারী বীর মুক্তিযোদ্ধা/শহীদ মুক্তিযোদ্ধার সন্তান হলে আবেদনকারী যে বীর মুক্তিযোদ্ধা/শহীদ মুক্তিযোদ্ধা সন্তান এই মর্মে সম্পর্ক উল্লেখপূর্বক সংশ্লিষ্ট পৌরসভা/ইউনিয়ন পরিষদ-এর যথাযথ কর্তৃপক্ষ কর্তৃক প্রদত্ত (সত্যায়িত) সনদপত্র/প্রত্যয়নপত্র। xyxy=(73,1259,1013,1292)
qualification-item xyxy=(465,800,1008,818)
cell-grade-scale: (গ্রেড-১৬) ৯,৩০০-২২,৪৯০/- xyxy=(300,409,460,492)
qualification-marker: (খ) xyxy=(465,700,482,714)
cell-qualification xyxy=(460,326,1013,409)
conditions-heading: শর্তাবলী xyxy=(488,919,536,936)
sub-list-marker: ঘ) xyxy=(43,1140,55,1154)
cell-serial: ০৩ xyxy=(12,492,51,574)
online-rule-item xyxy=(1043,302,1988,315)
sub-list-marker: ট) xyxy=(43,1363,54,1377)
